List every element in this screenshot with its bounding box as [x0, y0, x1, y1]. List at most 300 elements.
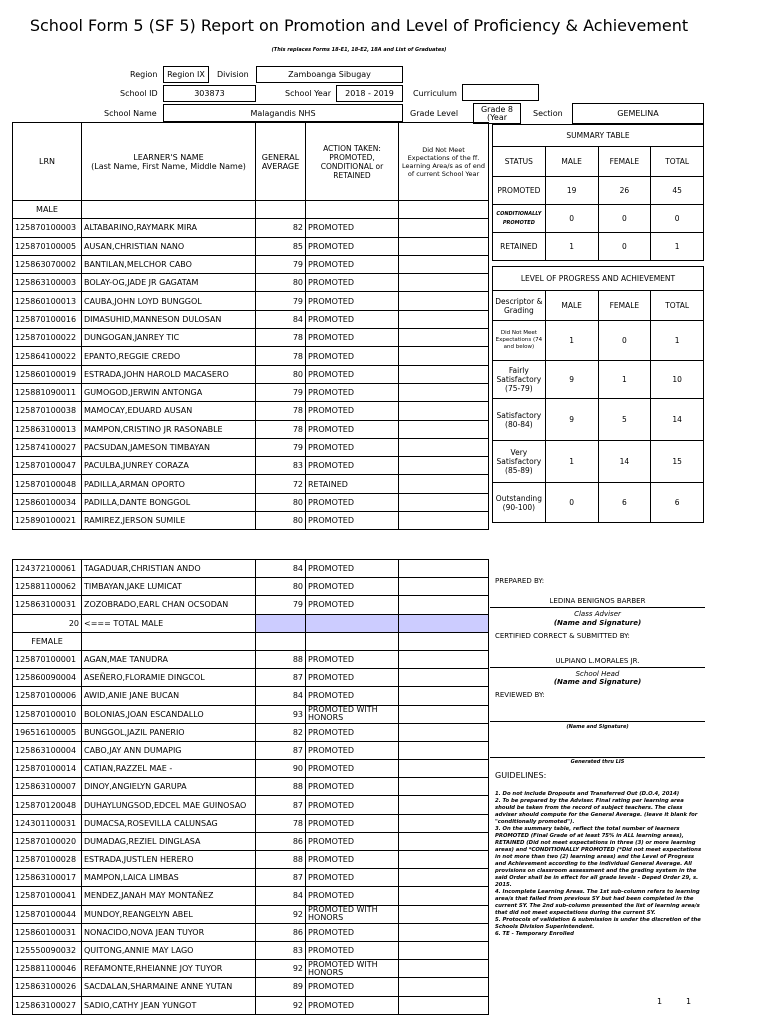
reviewed-by-label: REVIEWED BY: [495, 691, 545, 699]
learner-name-cell: CAUBA,JOHN LOYD BUNGGOL [82, 292, 256, 310]
general-average-cell: 80 [256, 512, 306, 530]
lrn-cell: 125881100046 [13, 960, 82, 978]
progress-descriptor: Very Satisfactory (85-89) [493, 441, 546, 483]
table-row [13, 596, 489, 614]
table-row [13, 905, 489, 923]
head-name: ULPIANO L.MORALES JR. [555, 657, 640, 665]
learner-name-cell: PACSUDAN,JAMESON TIMBAYAN [82, 438, 256, 456]
learner-name-cell: MAMOCAY,EDUARD AUSAN [82, 402, 256, 420]
lrn-cell: 125870100006 [13, 687, 82, 705]
lrn-cell: 125863100007 [13, 778, 82, 796]
table-row [13, 347, 489, 365]
lrn-cell: 125863100027 [13, 996, 82, 1014]
did-not-meet-cell [399, 705, 489, 723]
general-average-cell: 88 [256, 650, 306, 668]
progress-total: 1 [651, 321, 704, 361]
table-row [13, 255, 489, 273]
did-not-meet-cell [399, 512, 489, 530]
lrn-cell: 125870100038 [13, 402, 82, 420]
learner-name-cell: AWID,ANIE JANE BUCAN [82, 687, 256, 705]
summary-total: 1 [651, 233, 704, 261]
learner-name-cell: DIMASUHID,MANNESON DULOSAN [82, 310, 256, 328]
summary-header-status: STATUS [493, 147, 546, 177]
lrn-cell: 125860100034 [13, 493, 82, 511]
did-not-meet-cell [399, 723, 489, 741]
learner-name-cell: NONACIDO,NOVA JEAN TUYOR [82, 923, 256, 941]
did-not-meet-cell [399, 329, 489, 347]
generated-note: Generated thru LIS [570, 759, 625, 765]
progress-total: 14 [651, 399, 704, 441]
action-taken-cell: PROMOTED [306, 796, 399, 814]
did-not-meet-cell [399, 669, 489, 687]
lrn-cell: 125870100010 [13, 705, 82, 723]
lrn-cell: 125874100027 [13, 438, 82, 456]
lrn-cell: 125860090004 [13, 669, 82, 687]
section-field: GEMELINA [572, 103, 704, 124]
general-average-cell: 92 [256, 905, 306, 923]
dnm-header: Did Not Meet Expectations of the ff. Learning Area/s as of end of current School Year [399, 123, 489, 201]
page-subtitle: (This replaces Forms 18-E1, 18-E2, 18A and List of Graduates) [271, 47, 447, 53]
did-not-meet-cell [399, 457, 489, 475]
summary-female: 0 [598, 205, 651, 233]
progress-female: 5 [598, 399, 651, 441]
did-not-meet-cell [399, 219, 489, 237]
action-taken-cell: PROMOTED [306, 596, 399, 614]
school-year-field: 2018 - 2019 [336, 85, 403, 102]
grade-level-field: Grade 8 (Year [473, 103, 521, 124]
general-average-cell: 72 [256, 475, 306, 493]
table-row [13, 960, 489, 978]
general-average-cell: 83 [256, 941, 306, 959]
school-year-label: School Year [285, 89, 332, 98]
table-row [13, 887, 489, 905]
action-taken-cell: PROMOTED [306, 578, 399, 596]
learner-name-cell: MUNDOY,REANGELYN ABEL [82, 905, 256, 923]
lrn-cell: 125863100017 [13, 869, 82, 887]
male-section-label: MALE [13, 201, 82, 219]
progress-male: 9 [545, 399, 598, 441]
did-not-meet-cell [399, 741, 489, 759]
table-row [13, 512, 489, 530]
progress-header-female: FEMALE [598, 291, 651, 321]
did-not-meet-cell [399, 832, 489, 850]
table-row [13, 420, 489, 438]
adviser-line [490, 607, 705, 608]
action-taken-cell: PROMOTED [306, 978, 399, 996]
lrn-cell: 125890100021 [13, 512, 82, 530]
general-average-cell: 78 [256, 814, 306, 832]
did-not-meet-cell [399, 869, 489, 887]
guidelines-text: 1. Do not include Dropouts and Transferred Out (D.O.4, 2014) 2. To be prepared by the Adviser. Final rating per learning area should be taken from the record of subject teachers. The class adviser should compute for the General Average. (leave it blank for "conditionally promoted"). 3. On the summary table, reflect the total number of learners PROMOTED (Final Grade of at least 75% in ALL learning areas), RETAINED (Did not meet expectations in three (3) or more learning areas) and *CONDITIONALLY PROMOTED (*Did not meet expectations in not more than two (2) learning areas) and the Level of Progress and Achievement according to the individual General Average. All provisions on classroom assessment and the grading system in the said Order shall be in effect for all grade levels - Deped Order 29, s. 2015. 4. Incomplete Learning Areas. The 1st sub-column refers to learning area/s that failed from previous SY but had been completed in the current SY. The 2nd sub-column presented the list of learning area/s that did not meet expectations during the current SY. 5. Protocols of validation & submission is under the discretion of the Schools Division Superintendent. 6. TE - Temporary Enrolled [495, 791, 702, 937]
progress-descriptor: Satisfactory (80-84) [493, 399, 546, 441]
learner-name-cell: REFAMONTE,RHEIANNE JOY TUYOR [82, 960, 256, 978]
action-taken-cell: PROMOTED [306, 347, 399, 365]
learner-name-cell: SACDALAN,SHARMAINE ANNE YUTAN [82, 978, 256, 996]
general-average-cell: 85 [256, 237, 306, 255]
action-taken-cell: PROMOTED [306, 687, 399, 705]
lrn-cell: 125870100028 [13, 851, 82, 869]
learner-name-cell: ASEÑERO,FLORAMIE DINGCOL [82, 669, 256, 687]
learner-name-cell: PADILLA,ARMAN OPORTO [82, 475, 256, 493]
progress-header-male: MALE [545, 291, 598, 321]
general-average-cell: 92 [256, 996, 306, 1014]
table-row [13, 814, 489, 832]
prepared-by-label: PREPARED BY: [495, 577, 545, 585]
curriculum-label: Curriculum [413, 89, 457, 98]
learner-name-cell: ALTABARINO,RAYMARK MIRA [82, 219, 256, 237]
general-average-cell: 87 [256, 869, 306, 887]
summary-status: RETAINED [493, 233, 546, 261]
progress-female: 14 [598, 441, 651, 483]
general-average-cell: 84 [256, 887, 306, 905]
table-row [13, 329, 489, 347]
general-average-cell: 80 [256, 365, 306, 383]
action-taken-cell: PROMOTED [306, 329, 399, 347]
page-title: School Form 5 (SF 5) Report on Promotion and Level of Proficiency & Achievement [29, 16, 689, 35]
action-taken-cell: PROMOTED [306, 923, 399, 941]
action-taken-cell: PROMOTED [306, 512, 399, 530]
division-field: Zamboanga Sibugay [256, 66, 403, 83]
did-not-meet-cell [399, 996, 489, 1014]
general-average-cell: 79 [256, 438, 306, 456]
did-not-meet-cell [399, 578, 489, 596]
school-id-field: 303873 [163, 85, 256, 102]
table-row [13, 219, 489, 237]
general-average-cell: 86 [256, 923, 306, 941]
guidelines-title: GUIDELINES: [495, 771, 547, 780]
action-taken-cell: PROMOTED [306, 310, 399, 328]
general-average-cell: 78 [256, 329, 306, 347]
summary-header-male: MALE [545, 147, 598, 177]
action-taken-cell: PROMOTED [306, 778, 399, 796]
general-average-cell: 80 [256, 493, 306, 511]
lrn-cell: 125870100047 [13, 457, 82, 475]
general-average-cell: 83 [256, 457, 306, 475]
did-not-meet-cell [399, 255, 489, 273]
lrn-cell: 125870100022 [13, 329, 82, 347]
lrn-cell: 125870100044 [13, 905, 82, 923]
generated-line [490, 757, 705, 758]
learner-name-cell: MENDEZ,JANAH MAY MONTAÑEZ [82, 887, 256, 905]
did-not-meet-cell [399, 420, 489, 438]
action-taken-cell: PROMOTED [306, 941, 399, 959]
learner-name-cell: BANTILAN,MELCHOR CABO [82, 255, 256, 273]
did-not-meet-cell [399, 796, 489, 814]
lrn-cell: 125870100016 [13, 310, 82, 328]
learner-name-cell: DUMACSA,ROSEVILLA CALUNSAG [82, 814, 256, 832]
general-average-cell: 78 [256, 420, 306, 438]
learner-name-cell: CATIAN,RAZZEL MAE - [82, 760, 256, 778]
table-row [13, 274, 489, 292]
action-taken-cell: PROMOTED [306, 723, 399, 741]
action-taken-cell: RETAINED [306, 475, 399, 493]
progress-male: 0 [545, 483, 598, 523]
action-taken-cell: PROMOTED WITH HONORS [306, 705, 399, 723]
did-not-meet-cell [399, 650, 489, 668]
action-taken-cell: PROMOTED [306, 869, 399, 887]
table-row [13, 292, 489, 310]
table-row [13, 650, 489, 668]
lrn-cell: 125860100031 [13, 923, 82, 941]
lrn-cell: 125870120048 [13, 796, 82, 814]
table-row [13, 402, 489, 420]
average-header: GENERAL AVERAGE [256, 123, 306, 201]
action-header: ACTION TAKEN: PROMOTED, CONDITIONAL or RETAINED [306, 123, 399, 201]
did-not-meet-cell [399, 493, 489, 511]
summary-header-female: FEMALE [598, 147, 651, 177]
table-row [13, 778, 489, 796]
did-not-meet-cell [399, 402, 489, 420]
action-taken-cell: PROMOTED [306, 292, 399, 310]
region-field: Region IX [163, 66, 209, 83]
general-average-cell: 87 [256, 669, 306, 687]
learner-name-cell: QUITONG,ANNIE MAY LAGO [82, 941, 256, 959]
did-not-meet-cell [399, 851, 489, 869]
school-name-label: School Name [104, 109, 157, 118]
division-label: Division [217, 70, 249, 79]
action-taken-cell: PROMOTED [306, 650, 399, 668]
learner-name-cell: MAMPON,CRISTINO JR RASONABLE [82, 420, 256, 438]
did-not-meet-cell [399, 760, 489, 778]
learner-name-cell: CABO,JAY ANN DUMAPIG [82, 741, 256, 759]
curriculum-field [462, 84, 539, 101]
page-number: 1 [657, 997, 663, 1006]
learner-name-cell: AGAN,MAE TANUDRA [82, 650, 256, 668]
lrn-cell: 125881090011 [13, 383, 82, 401]
head-sign-caption: (Name and Signature) [553, 678, 642, 686]
did-not-meet-cell [399, 292, 489, 310]
adviser-role: Class Adviser [574, 610, 621, 618]
table-row [13, 941, 489, 959]
action-taken-cell: PROMOTED [306, 274, 399, 292]
summary-male: 0 [545, 205, 598, 233]
table-row [13, 457, 489, 475]
did-not-meet-cell [399, 383, 489, 401]
general-average-cell: 88 [256, 778, 306, 796]
general-average-cell: 84 [256, 310, 306, 328]
summary-table [492, 124, 704, 261]
section-label: Section [533, 109, 563, 118]
action-taken-cell: PROMOTED WITH HONORS [306, 960, 399, 978]
progress-male: 1 [545, 321, 598, 361]
action-taken-cell: PROMOTED [306, 365, 399, 383]
general-average-cell: 93 [256, 705, 306, 723]
lrn-cell: 125870100020 [13, 832, 82, 850]
general-average-cell: 89 [256, 978, 306, 996]
action-taken-cell: PROMOTED [306, 996, 399, 1014]
did-not-meet-cell [399, 310, 489, 328]
learner-name-cell: ESTRADA,JOHN HAROLD MACASERO [82, 365, 256, 383]
progress-descriptor: Did Not Meet Expectations (74 and below) [493, 321, 546, 361]
action-taken-cell: PROMOTED [306, 219, 399, 237]
table-row [13, 760, 489, 778]
female-section-label: FEMALE [13, 632, 82, 650]
did-not-meet-cell [399, 237, 489, 255]
lrn-cell: 125870100003 [13, 219, 82, 237]
lrn-cell: 125550090032 [13, 941, 82, 959]
learner-name-cell: EPANTO,REGGIE CREDO [82, 347, 256, 365]
lrn-cell: 125863100004 [13, 741, 82, 759]
head-line [490, 667, 705, 668]
table-row [13, 869, 489, 887]
table-row [13, 475, 489, 493]
learner-name-cell: BOLONIAS,JOAN ESCANDALLO [82, 705, 256, 723]
summary-status: CONDITIONALLY PROMOTED [493, 205, 546, 233]
progress-descriptor: Fairly Satisfactory (75-79) [493, 361, 546, 399]
general-average-cell: 79 [256, 383, 306, 401]
table-row [13, 741, 489, 759]
adviser-sign-caption: (Name and Signature) [553, 619, 642, 627]
general-average-cell: 84 [256, 560, 306, 578]
action-taken-cell: PROMOTED [306, 832, 399, 850]
progress-header-total: TOTAL [651, 291, 704, 321]
did-not-meet-cell [399, 923, 489, 941]
table-row [13, 560, 489, 578]
lrn-cell: 125863070002 [13, 255, 82, 273]
learner-name-cell: DINOY,ANGIELYN GARUPA [82, 778, 256, 796]
general-average-cell: 86 [256, 832, 306, 850]
action-taken-cell: PROMOTED [306, 420, 399, 438]
learner-name-cell: ESTRADA,JUSTLEN HERERO [82, 851, 256, 869]
general-average-cell: 79 [256, 255, 306, 273]
general-average-cell: 82 [256, 723, 306, 741]
summary-title: SUMMARY TABLE [493, 125, 704, 147]
certified-label: CERTIFIED CORRECT & SUBMITTED BY: [495, 632, 630, 640]
general-average-cell: 87 [256, 741, 306, 759]
action-taken-cell: PROMOTED [306, 383, 399, 401]
general-average-cell: 92 [256, 960, 306, 978]
action-taken-cell: PROMOTED [306, 457, 399, 475]
general-average-cell: 79 [256, 292, 306, 310]
general-average-cell: 87 [256, 796, 306, 814]
progress-male: 9 [545, 361, 598, 399]
table-row [13, 723, 489, 741]
table-row [13, 237, 489, 255]
progress-title: LEVEL OF PROGRESS AND ACHIEVEMENT [493, 267, 704, 291]
lrn-cell: 125863100013 [13, 420, 82, 438]
general-average-cell: 84 [256, 687, 306, 705]
progress-female: 0 [598, 321, 651, 361]
action-taken-cell: PROMOTED [306, 438, 399, 456]
did-not-meet-cell [399, 778, 489, 796]
lrn-cell: 125881100062 [13, 578, 82, 596]
action-taken-cell: PROMOTED WITH HONORS [306, 905, 399, 923]
lrn-cell: 124372100061 [13, 560, 82, 578]
general-average-cell: 90 [256, 760, 306, 778]
did-not-meet-cell [399, 687, 489, 705]
lrn-cell: 125860100013 [13, 292, 82, 310]
learner-name-cell: DUHAYLUNGSOD,EDCEL MAE GUINOSAO [82, 796, 256, 814]
region-label: Region [130, 70, 158, 79]
summary-header-total: TOTAL [651, 147, 704, 177]
learner-name-cell: BUNGGOL,JAZIL PANERIO [82, 723, 256, 741]
progress-total: 15 [651, 441, 704, 483]
page-count: 1 [686, 997, 692, 1006]
did-not-meet-cell [399, 365, 489, 383]
learner-name-cell: ZOZOBRADO,EARL CHAN OCSODAN [82, 596, 256, 614]
lrn-cell: 125870100048 [13, 475, 82, 493]
action-taken-cell: PROMOTED [306, 760, 399, 778]
summary-female: 26 [598, 177, 651, 205]
action-taken-cell: PROMOTED [306, 669, 399, 687]
table-row [13, 365, 489, 383]
table-row [13, 851, 489, 869]
did-not-meet-cell [399, 274, 489, 292]
did-not-meet-cell [399, 941, 489, 959]
table-row [13, 493, 489, 511]
summary-status: PROMOTED [493, 177, 546, 205]
school-id-label: School ID [120, 89, 158, 98]
did-not-meet-cell [399, 978, 489, 996]
general-average-cell: 80 [256, 274, 306, 292]
total-male-label: <=== TOTAL MALE [82, 614, 256, 632]
learner-name-cell: PADILLA,DANTE BONGGOL [82, 493, 256, 511]
lrn-cell: 125863100003 [13, 274, 82, 292]
total-male-count: 20 [13, 614, 82, 632]
progress-header-descriptor: Descriptor & Grading [493, 291, 546, 321]
table-row [13, 310, 489, 328]
lrn-header: LRN [13, 123, 82, 201]
progress-table [492, 266, 704, 523]
did-not-meet-cell [399, 475, 489, 493]
learners-table-continued [12, 559, 489, 1015]
action-taken-cell: PROMOTED [306, 887, 399, 905]
progress-descriptor: Outstanding (90-100) [493, 483, 546, 523]
progress-female: 6 [598, 483, 651, 523]
lrn-cell: 125870100005 [13, 237, 82, 255]
summary-female: 0 [598, 233, 651, 261]
progress-total: 10 [651, 361, 704, 399]
action-taken-cell: PROMOTED [306, 851, 399, 869]
learner-name-cell: AUSAN,CHRISTIAN NANO [82, 237, 256, 255]
did-not-meet-cell [399, 347, 489, 365]
lrn-cell: 125863100031 [13, 596, 82, 614]
learner-name-cell: DUNGOGAN,JANREY TIC [82, 329, 256, 347]
learner-name-cell: SADIO,CATHY JEAN YUNGOT [82, 996, 256, 1014]
lrn-cell: 125860100019 [13, 365, 82, 383]
did-not-meet-cell [399, 960, 489, 978]
summary-male: 1 [545, 233, 598, 261]
did-not-meet-cell [399, 905, 489, 923]
action-taken-cell: PROMOTED [306, 814, 399, 832]
table-row [13, 996, 489, 1014]
general-average-cell: 78 [256, 347, 306, 365]
progress-total: 6 [651, 483, 704, 523]
action-taken-cell: PROMOTED [306, 402, 399, 420]
action-taken-cell: PROMOTED [306, 560, 399, 578]
learner-name-cell: PACULBA,JUNREY CORAZA [82, 457, 256, 475]
table-row [13, 796, 489, 814]
lrn-cell: 125870100041 [13, 887, 82, 905]
adviser-name: LEDINA BENIGNOS BARBER [549, 597, 646, 605]
grade-level-label: Grade Level [410, 109, 459, 118]
reviewer-sign-caption: (Name and Signature) [566, 724, 629, 730]
lrn-cell: 125863100026 [13, 978, 82, 996]
learner-name-cell: RAMIREZ,JERSON SUMILE [82, 512, 256, 530]
name-header: LEARNER'S NAME (Last Name, First Name, Middle Name) [82, 123, 256, 201]
general-average-cell: 79 [256, 596, 306, 614]
learner-name-cell: BOLAY-OG,JADE JR GAGATAM [82, 274, 256, 292]
lrn-cell: 125870100014 [13, 760, 82, 778]
progress-male: 1 [545, 441, 598, 483]
table-row [13, 578, 489, 596]
action-taken-cell: PROMOTED [306, 741, 399, 759]
did-not-meet-cell [399, 596, 489, 614]
learner-name-cell: TAGADUAR,CHRISTIAN ANDO [82, 560, 256, 578]
did-not-meet-cell [399, 560, 489, 578]
learner-name-cell: MAMPON,LAICA LIMBAS [82, 869, 256, 887]
action-taken-cell: PROMOTED [306, 493, 399, 511]
